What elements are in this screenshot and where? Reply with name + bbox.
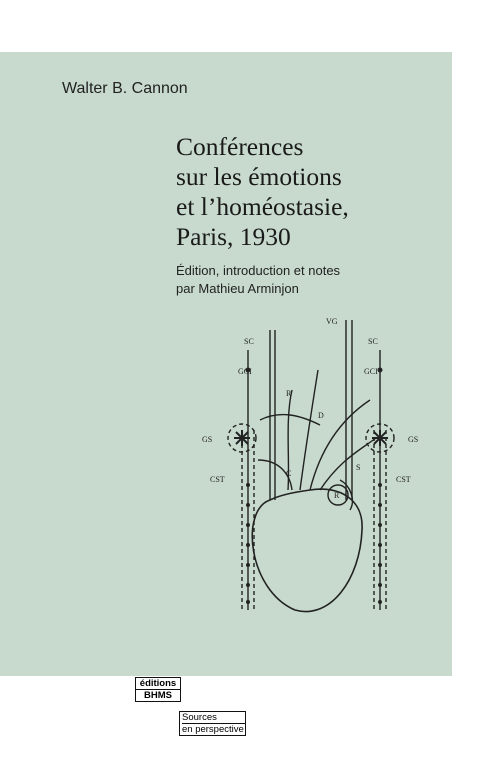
label-gs-right: GS <box>408 435 419 444</box>
label-vg: VG <box>326 317 338 326</box>
title-line-1: Conférences <box>176 132 304 161</box>
label-r-lower: R <box>334 491 340 500</box>
edition-line-1: Édition, introduction et notes <box>176 263 341 278</box>
label-sc-right: SC <box>368 337 378 346</box>
title-line-4: Paris, 1930 <box>176 222 291 251</box>
publisher-line-1: éditions <box>136 678 180 690</box>
publisher-logo <box>135 677 181 702</box>
label-cst-left: CST <box>210 475 225 484</box>
label-gs-left: GS <box>202 435 213 444</box>
anatomical-diagram <box>200 310 440 630</box>
book-title <box>176 132 446 252</box>
label-d: D <box>318 411 324 420</box>
label-gci-left: GCI <box>238 367 252 376</box>
edition-line-2: par Mathieu Arminjon <box>176 281 299 296</box>
label-r-upper: R <box>286 389 292 398</box>
edition-credit <box>176 262 340 298</box>
publisher-line-2: BHMS <box>144 690 172 701</box>
title-line-3: et l’homéostasie, <box>176 192 349 221</box>
label-cst-right: CST <box>396 475 411 484</box>
label-s: S <box>356 463 361 472</box>
label-c: C <box>286 469 292 478</box>
series-line-1: Sources <box>182 712 245 724</box>
author-name: Walter B. Cannon <box>62 80 188 97</box>
label-gci-right: GCI <box>364 367 378 376</box>
series-line-2: en perspective <box>182 724 244 735</box>
title-line-2: sur les émotions <box>176 162 342 191</box>
series-label <box>179 711 246 736</box>
label-sc-left: SC <box>244 337 254 346</box>
